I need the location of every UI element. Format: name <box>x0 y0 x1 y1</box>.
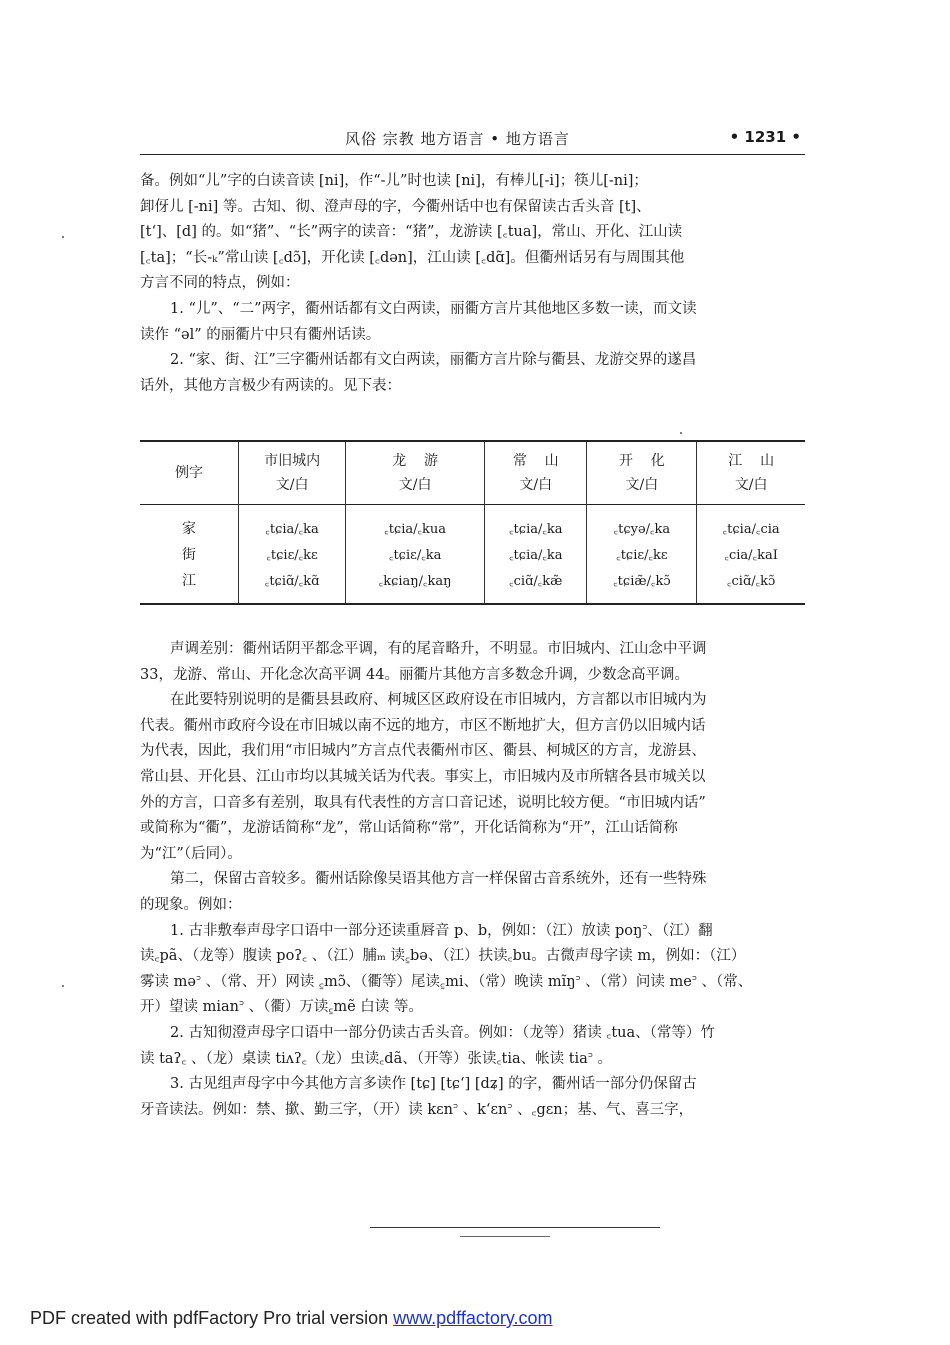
table-cell: ꜀tɕiɛ/꜀kɛ <box>587 541 697 567</box>
table-cell: ꜀tɕia/꜀ka <box>485 541 587 567</box>
paragraph: 第二，保留古音较多。衢州话除像吴语其他方言一样保留古音系统外，还有一些特殊 的现象。例如： <box>140 871 707 913</box>
table-cell: ꜀tɕiɛ/꜀kɛ <box>239 541 346 567</box>
page-number: • 1231 • <box>729 128 801 146</box>
paragraph: 声调差别：衢州话阴平都念平调，有的尾音略升，不明显。市旧城内、江山念中平调 33，龙游、常山、开化念次高平调 44。丽衢片其他方言多数念升调，少数念高平调。 <box>140 641 707 683</box>
paragraph: 备。例如“儿”字的白读音读 [ni]，作“-儿”时也读 [ni]，有棒儿[-i]；筷儿[-ni]； 卸伢儿 [-ni] 等。古知、彻、澄声母的字，今衢州话中也有保留读古舌头音 [t]、 [tʻ]、[d] 的。如“猪”、“长”两字的读音：“猪”，龙游读 [꜀tua]，常山、开化、江山读 [꜀ta]；“长-ₖ”常山读 [꜀dɔ̃]，开化读 [꜀dən]，江山读 [꜀dɑ̃]。但衢州话另有与周围其他 方言不同的特点，例如： <box>140 173 685 292</box>
scan-speck <box>62 985 64 987</box>
paragraph: 3. 古见组声母字中今其他方言多读作 [tɕ] [tɕʻ] [dʑ] 的字，衢州话一部分仍保留古 牙音读法。例如：禁、撳、勤三字，（开）读 kɛn꜄ 、kʻɛn꜄ 、꜀gɛn；基、气、喜三字， <box>140 1076 697 1118</box>
table-row <box>140 505 805 542</box>
watermark-link[interactable]: www.pdffactory.com <box>393 1308 553 1328</box>
column-header <box>587 441 697 505</box>
table-cell: ꜀tɕyə/꜀ka <box>587 505 697 542</box>
table-cell: ꜀ciɑ̃/꜀kɔ̃ <box>697 567 805 604</box>
corner-header: 例字 <box>175 465 203 481</box>
table-cell: ꜀tɕiɑ̃/꜀kɑ̃ <box>239 567 346 604</box>
row-char: 家 <box>182 521 196 537</box>
table-header-row <box>140 441 805 505</box>
paragraph: 2. “家、街、江”三字衢州话都有文白两读，丽衢方言片除与衢县、龙游交界的遂昌 话外，其他方言极少有两读的。见下表： <box>140 352 697 394</box>
paragraph: 在此要特别说明的是衢县县政府、柯城区区政府设在市旧城内，方言都以市旧城内为 代表。衢州市政府今设在市旧城以南不远的地方，市区不断地扩大，但方言仍以旧城内话 为代表，因此，我们用“市旧城内”方言点代表衢州市区、衢县、柯城区的方言，龙游县、 常山县、开化县、江山市均以其城关话为代表。事实上，市旧城内及市所辖各县市城关以 外的方言，口音多有差别，取具有代表性的方言口音记述，说明比较方便。“市旧城内话” 或简称为“衢”，龙游话简称“龙”，常山话简称“常”，开化话简称为“开”，江山话简称 为“江”（后同）。 <box>140 692 707 862</box>
column-sub: 文/白 <box>734 477 768 493</box>
column-header <box>485 441 587 505</box>
table-cell: ꜀tɕiæ̃/꜀kɔ̃ <box>587 567 697 604</box>
column-header <box>239 441 346 505</box>
table-cell: ꜀ciɑ̃/꜀kæ̃ <box>485 567 587 604</box>
column-name: 常 山 <box>512 453 559 469</box>
text-block-top <box>140 169 805 399</box>
column-sub: 文/白 <box>519 477 553 493</box>
footer-rule-short <box>460 1236 550 1237</box>
column-sub: 文/白 <box>275 477 309 493</box>
row-char: 街 <box>182 547 196 563</box>
column-sub: 文/白 <box>398 477 432 493</box>
table-cell: ꜀tɕia/꜀kua <box>346 505 485 542</box>
header-rule <box>140 154 805 155</box>
watermark-text: PDF created with pdfFactory Pro trial version <box>30 1308 394 1328</box>
table-row <box>140 541 805 567</box>
table-cell: ꜀tɕiɛ/꜀ka <box>346 541 485 567</box>
running-title: 风俗 宗教 地方语言 • 地方语言 <box>345 130 570 148</box>
table-cell: ꜀kɕiaŋ/꜀kaŋ <box>346 567 485 604</box>
running-header <box>140 128 805 152</box>
column-sub: 文/白 <box>625 477 659 493</box>
text-block-bottom <box>140 637 805 1123</box>
scan-speck <box>62 236 64 238</box>
column-header <box>697 441 805 505</box>
table-cell: ꜀tɕia/꜀cia <box>697 505 805 542</box>
table-cell: ꜀tɕia/꜀ka <box>485 505 587 542</box>
column-name: 开 化 <box>618 453 665 469</box>
paragraph: 2. 古知彻澄声母字口语中一部分仍读古舌头音。例如：（龙等）猪读 ꜀tua、（常等）竹 读 taʔ꜀ 、（龙）桌读 tiʌʔ꜀（龙）虫读꜀dã、（开等）张读꜀tia、帐读 tia꜄ 。 <box>140 1024 715 1067</box>
column-name: 市旧城内 <box>264 453 321 469</box>
row-char: 江 <box>182 573 196 589</box>
table-cell: ꜀cia/꜀kaI <box>697 541 805 567</box>
column-name: 龙 游 <box>392 453 439 469</box>
paragraph: 1. 古非敷奉声母字口语中一部分还读重唇音 p、b，例如：（江）放读 poŋ꜄、（江）翻 读꜀pã、（龙等）腹读 poʔ꜀ 、（江）脯ₘ 读꜁bə、（江）扶读꜀bu。古微声母字读 m，例如：（江） 雾读 mə꜄ 、（常、开）网读 ꜁mɔ̃、（衢等）尾读꜁mi、（常）晚读 mĩŋ꜄ 、（常）问读 me꜄ 、（常、 开）望读 mian꜄ 、（衢）万读꜁mẽ 白读 等。 <box>140 922 753 1016</box>
column-name: 江 山 <box>728 453 775 469</box>
dialect-table <box>140 440 805 605</box>
table-cell: ꜀tɕia/꜀ka <box>239 505 346 542</box>
scan-speck <box>680 432 682 434</box>
table-row <box>140 567 805 604</box>
column-header <box>346 441 485 505</box>
footer-rule <box>370 1227 660 1228</box>
pdf-watermark <box>30 1308 553 1329</box>
paragraph: 1. “儿”、“二”两字，衢州话都有文白两读，丽衢方言片其他地区多数一读，而文读 读作 “əl” 的丽衢片中只有衢州话读。 <box>140 300 697 343</box>
